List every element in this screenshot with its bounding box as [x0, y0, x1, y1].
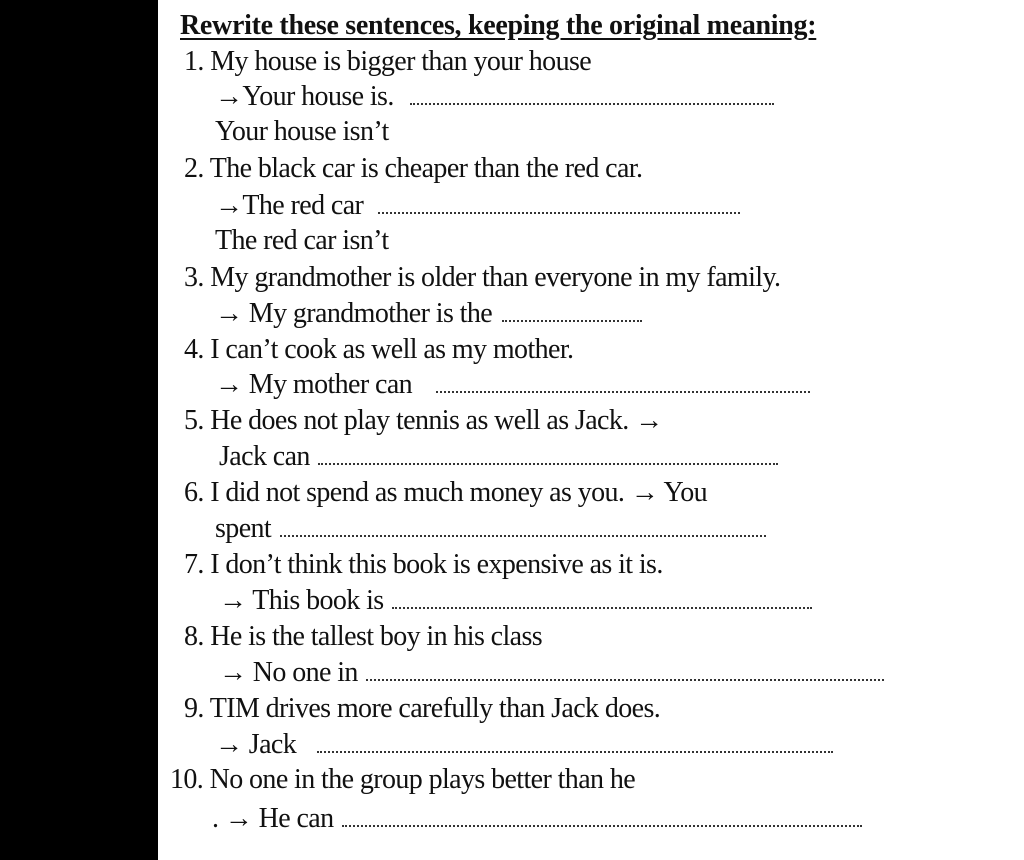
sentence-text: TIM drives more carefully than Jack does.: [209, 693, 661, 724]
answer-prompt: spent: [215, 513, 272, 544]
exercise-9-sentence: [184, 693, 660, 725]
answer-blank[interactable]: [502, 318, 642, 322]
exercise-5-sentence: [184, 405, 662, 437]
exercise-number: 7.: [184, 549, 204, 580]
exercise-number: 6.: [184, 477, 204, 508]
answer-prompt: . → He can: [212, 803, 334, 834]
answer-prompt: Your house isn’t: [215, 116, 389, 147]
exercise-number: 9.: [184, 693, 204, 724]
exercise-1-sentence: [184, 46, 591, 78]
answer-prompt: →Your house is.: [215, 81, 394, 112]
exercise-1-answer-line[interactable]: [215, 81, 774, 113]
answer-prompt: → My mother can: [215, 369, 413, 400]
answer-blank[interactable]: [436, 389, 810, 393]
answer-prompt: The red car isn’t: [215, 225, 389, 256]
exercise-number: 2.: [184, 153, 204, 184]
exercise-number: 4.: [184, 334, 204, 365]
answer-blank[interactable]: [342, 823, 862, 827]
sentence-text: My house is bigger than your house: [210, 46, 592, 77]
exercise-7-answer-line[interactable]: [219, 585, 812, 617]
sentence-text: I did not spend as much money as you. → You: [210, 477, 708, 508]
exercise-3-sentence: [184, 262, 780, 294]
exercise-4-answer-line[interactable]: [215, 369, 810, 401]
exercise-3-answer-line[interactable]: [215, 298, 642, 330]
exercise-4-sentence: [184, 334, 573, 366]
answer-blank[interactable]: [378, 210, 740, 214]
answer-blank[interactable]: [318, 461, 778, 465]
exercise-1-answer-line-2: [215, 116, 389, 148]
sentence-text: I can’t cook as well as my mother.: [210, 334, 574, 365]
exercise-10-sentence: [170, 764, 635, 796]
answer-blank[interactable]: [410, 101, 774, 105]
sentence-text: The black car is cheaper than the red car.: [209, 153, 643, 184]
sentence-text: He is the tallest boy in his class: [210, 621, 543, 652]
exercise-number: 5.: [184, 405, 204, 436]
worksheet-title: Rewrite these sentences, keeping the original meaning:: [180, 10, 817, 41]
answer-prompt: → No one in: [219, 657, 358, 688]
answer-prompt: → Jack: [215, 729, 297, 760]
exercise-7-sentence: [184, 549, 663, 581]
answer-prompt: → This book is: [219, 585, 384, 616]
exercise-6-answer-line[interactable]: [215, 513, 766, 545]
sentence-text: I don’t think this book is expensive as it is.: [210, 549, 663, 580]
exercise-number: 3.: [184, 262, 204, 293]
exercise-9-answer-line[interactable]: [215, 729, 833, 761]
answer-prompt: → My grandmother is the: [215, 298, 493, 329]
exercise-2-answer-line-2: [215, 225, 389, 257]
answer-blank[interactable]: [392, 605, 812, 609]
exercise-number: 1.: [184, 46, 204, 77]
answer-blank[interactable]: [317, 749, 833, 753]
exercise-5-answer-line[interactable]: [219, 441, 778, 473]
exercise-2-answer-line[interactable]: [215, 190, 740, 222]
answer-blank[interactable]: [366, 677, 884, 681]
sentence-text: My grandmother is older than everyone in my family.: [210, 262, 781, 293]
exercise-6-sentence: [184, 477, 707, 509]
answer-blank[interactable]: [280, 533, 766, 537]
exercise-number: 10.: [170, 764, 204, 795]
exercise-10-answer-line[interactable]: [212, 803, 862, 835]
sentence-text: He does not play tennis as well as Jack. →: [210, 405, 663, 436]
worksheet-page: [158, 0, 1024, 860]
sentence-text: No one in the group plays better than he: [209, 764, 636, 795]
exercise-8-answer-line[interactable]: [219, 657, 884, 689]
exercise-2-sentence: [184, 153, 642, 185]
exercise-8-sentence: [184, 621, 542, 653]
exercise-number: 8.: [184, 621, 204, 652]
answer-prompt: Jack can: [219, 441, 310, 472]
answer-prompt: →The red car: [215, 190, 364, 221]
